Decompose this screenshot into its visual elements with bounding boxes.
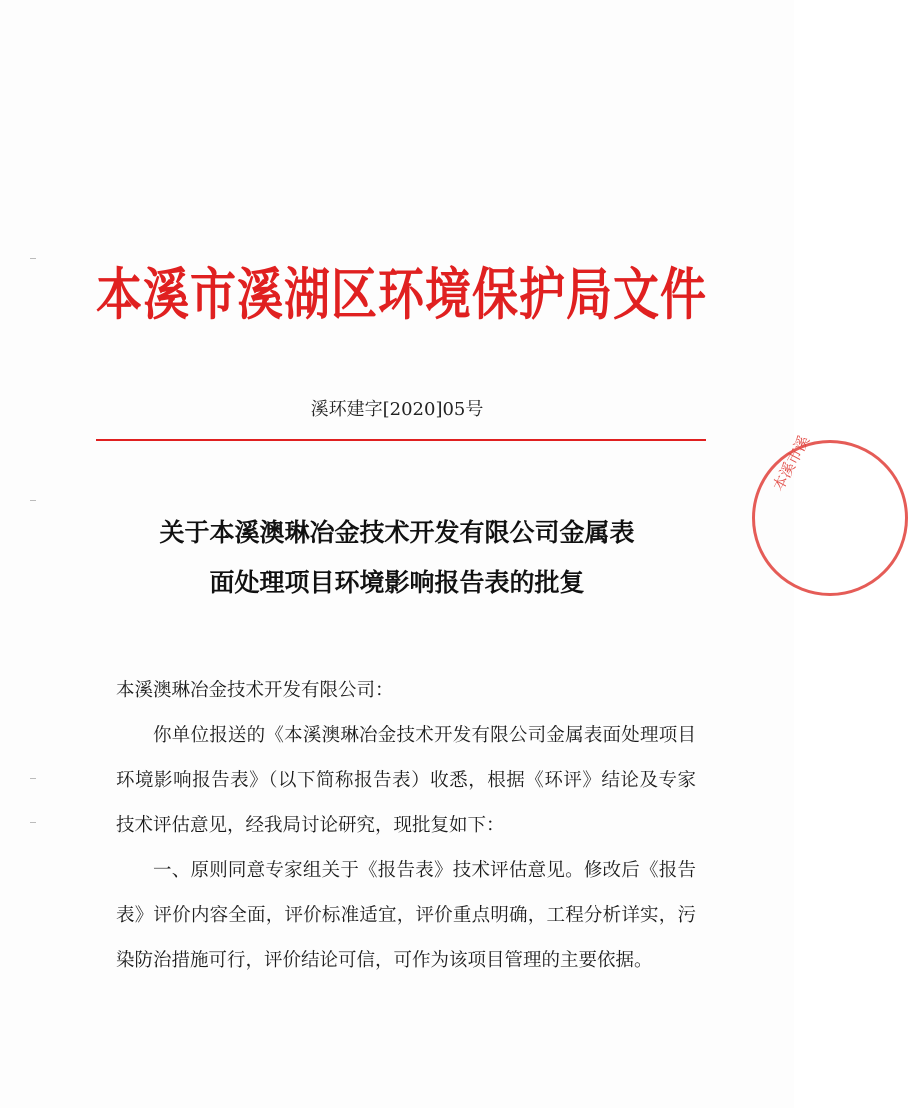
margin-mark [30,778,36,779]
seal-text: 本溪市溪 [769,432,814,494]
body-paragraph: 一、原则同意专家组关于《报告表》技术评估意见。修改后《报告表》评价内容全面，评价标准适宜，评价重点明确，工程分析详实，污染防治措施可行，评价结论可信，可作为该项目管理的主要依据。 [116,860,696,971]
addressee: 本溪澳琳冶金技术开发有限公司： [116,680,394,701]
document-number: 溪环建字[2020]05号 [310,399,484,420]
red-divider-line [96,439,706,441]
title-line-2: 面处理项目环境影响报告表的批复 [209,568,585,597]
margin-mark [30,258,36,259]
title-line-1: 关于本溪澳琳冶金技术开发有限公司金属表 [159,518,635,547]
document-body [116,668,696,983]
margin-mark [30,500,36,501]
official-seal-stamp [752,440,908,596]
document-title [96,508,698,608]
body-paragraph: 你单位报送的《本溪澳琳冶金技术开发有限公司金属表面处理项目环境影响报告表》（以下简称报告表）收悉，根据《环评》结论及专家技术评估意见，经我局讨论研究，现批复如下： [116,725,696,836]
margin-mark [30,822,36,823]
issuer-header: 本溪市溪湖区环境保护局文件 [96,261,707,328]
